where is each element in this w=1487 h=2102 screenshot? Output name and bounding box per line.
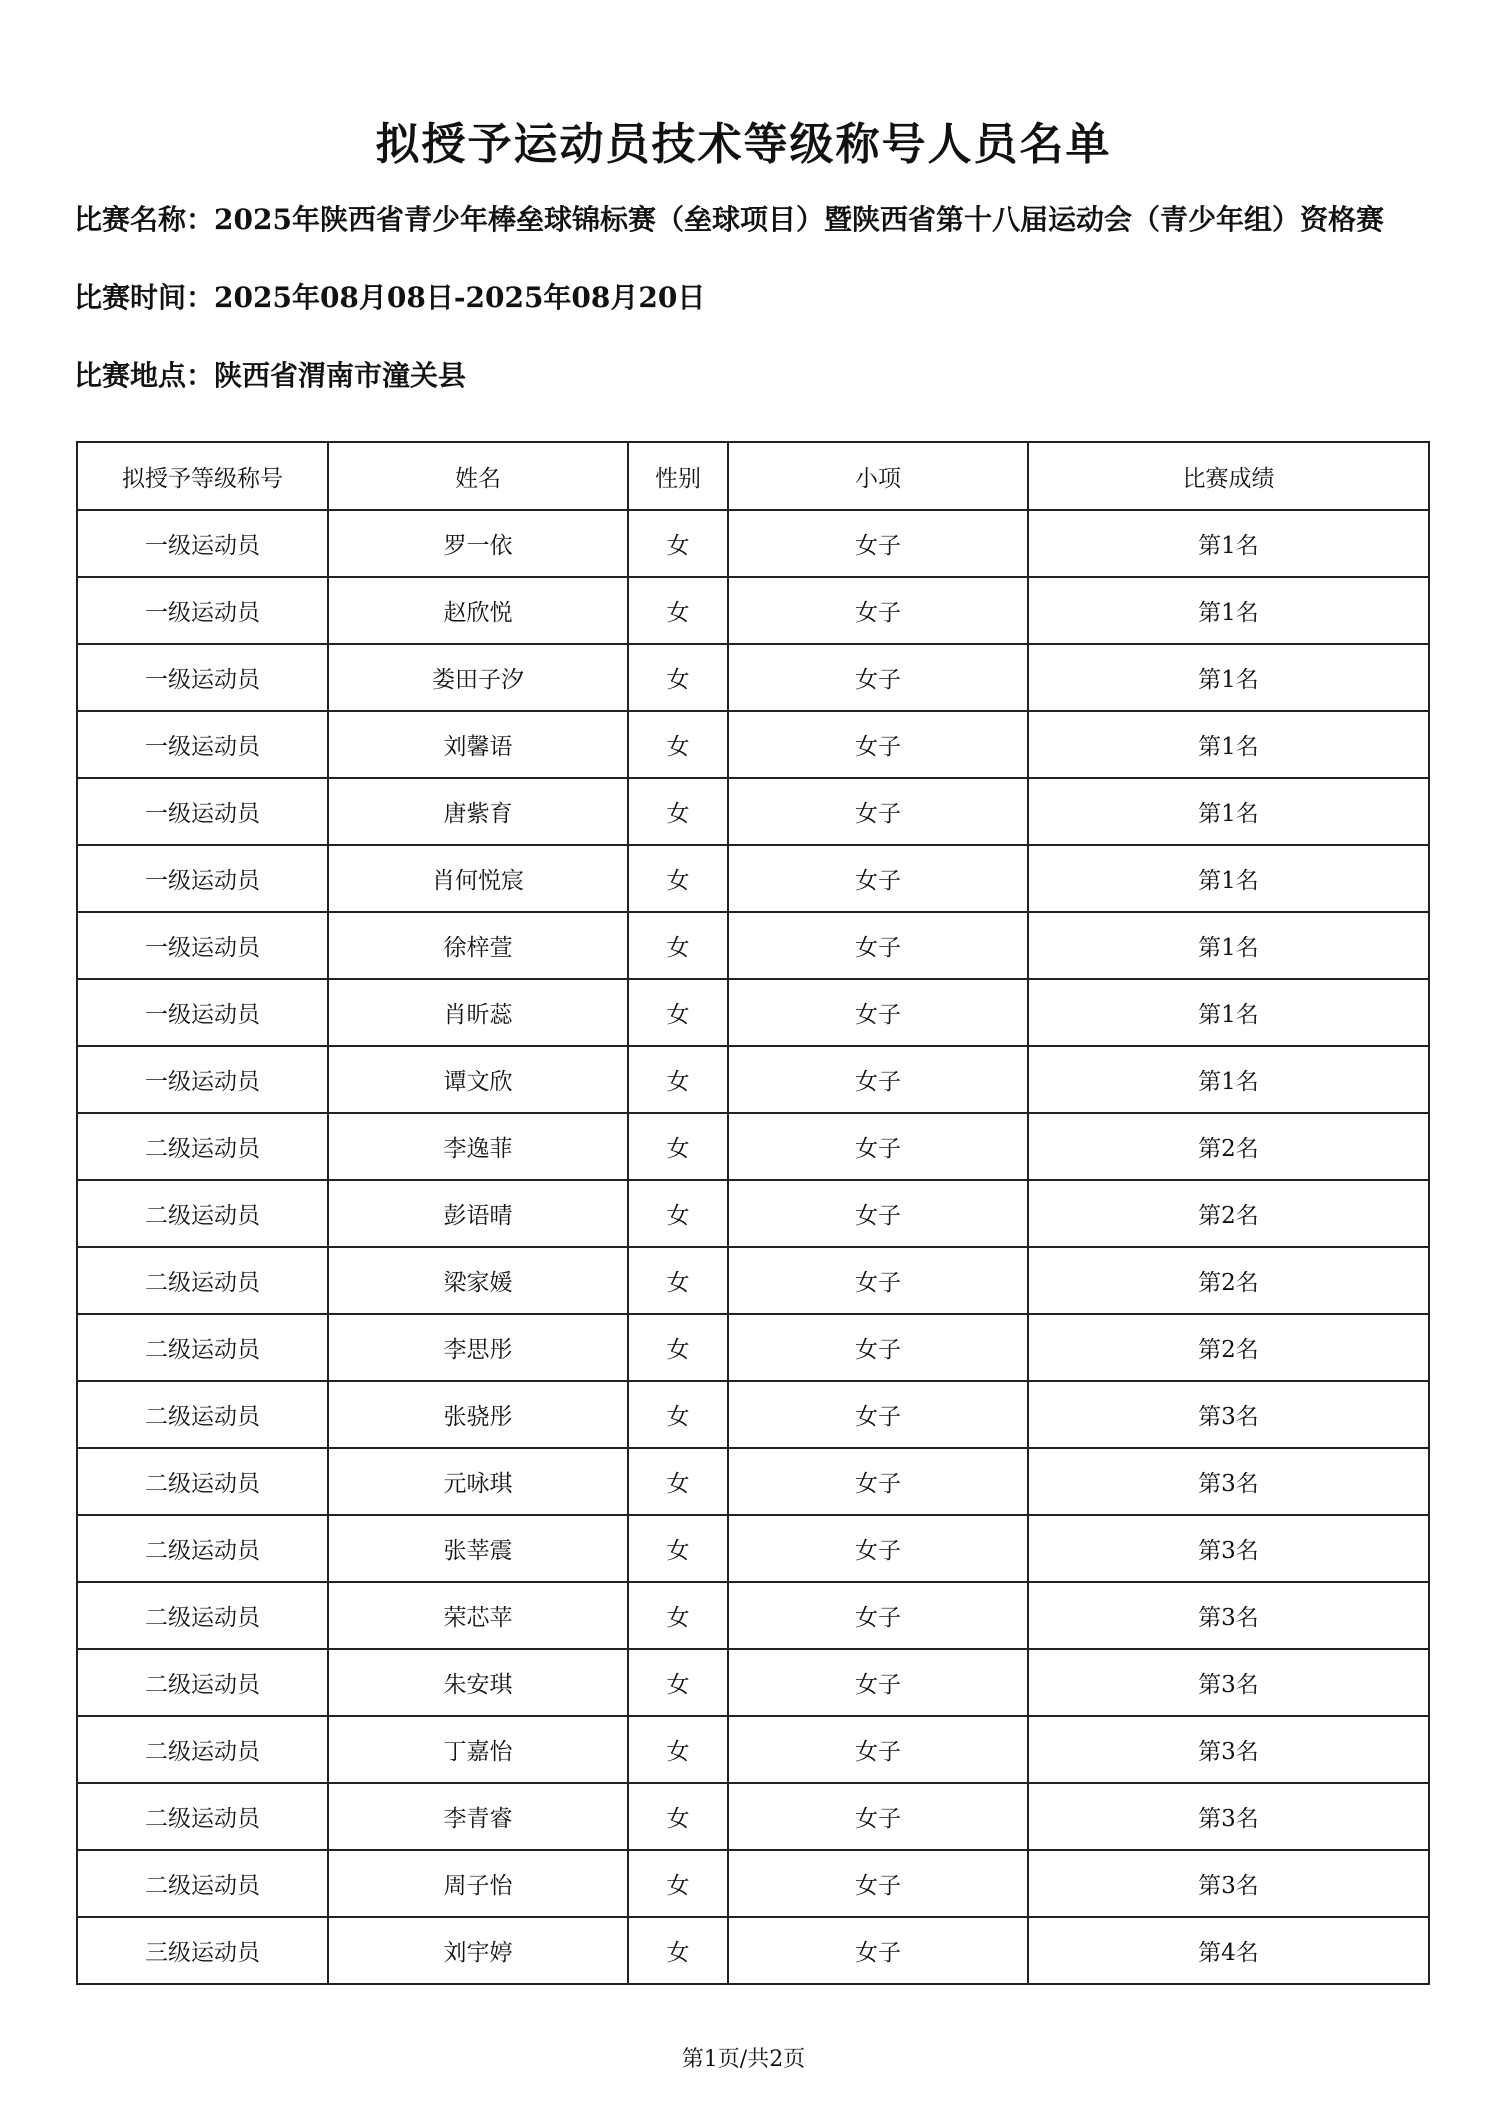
cell-event: 女子 — [728, 1180, 1028, 1247]
competition-name-value: 2025年陕西省青少年棒垒球锦标赛（垒球项目）暨陕西省第十八届运动会（青少年组）资格赛 — [214, 203, 1384, 236]
header-grade: 拟授予等级称号 — [77, 442, 328, 510]
cell-name: 朱安琪 — [328, 1649, 628, 1716]
cell-name: 张莘震 — [328, 1515, 628, 1582]
table-row — [77, 1381, 1429, 1448]
cell-gender: 女 — [628, 1649, 728, 1716]
cell-event: 女子 — [728, 644, 1028, 711]
cell-result: 第3名 — [1028, 1448, 1429, 1515]
cell-name: 徐梓萱 — [328, 912, 628, 979]
table-row — [77, 1046, 1429, 1113]
cell-grade: 二级运动员 — [77, 1783, 328, 1850]
header-name: 姓名 — [328, 442, 628, 510]
page-footer: 第1页/共2页 — [681, 2047, 806, 2072]
cell-grade: 一级运动员 — [77, 1046, 328, 1113]
competition-time — [74, 276, 705, 316]
cell-event: 女子 — [728, 1716, 1028, 1783]
cell-event: 女子 — [728, 1113, 1028, 1180]
table-row — [77, 1850, 1429, 1917]
cell-name: 刘宇婷 — [328, 1917, 628, 1984]
cell-result: 第3名 — [1028, 1783, 1429, 1850]
cell-gender: 女 — [628, 1180, 728, 1247]
cell-gender: 女 — [628, 979, 728, 1046]
cell-result: 第3名 — [1028, 1515, 1429, 1582]
cell-event: 女子 — [728, 510, 1028, 577]
cell-grade: 二级运动员 — [77, 1649, 328, 1716]
cell-result: 第2名 — [1028, 1314, 1429, 1381]
cell-name: 李青睿 — [328, 1783, 628, 1850]
table-row — [77, 778, 1429, 845]
cell-grade: 一级运动员 — [77, 711, 328, 778]
competition-name — [74, 198, 1384, 238]
cell-name: 荣芯苹 — [328, 1582, 628, 1649]
athlete-table — [76, 441, 1430, 1985]
cell-gender: 女 — [628, 1515, 728, 1582]
cell-result: 第1名 — [1028, 778, 1429, 845]
header-gender: 性别 — [628, 442, 728, 510]
cell-grade: 三级运动员 — [77, 1917, 328, 1984]
competition-time-value: 2025年08月08日-2025年08月20日 — [214, 281, 706, 314]
cell-gender: 女 — [628, 1046, 728, 1113]
cell-result: 第3名 — [1028, 1582, 1429, 1649]
cell-result: 第1名 — [1028, 979, 1429, 1046]
cell-name: 李逸菲 — [328, 1113, 628, 1180]
cell-gender: 女 — [628, 1917, 728, 1984]
cell-name: 周子怡 — [328, 1850, 628, 1917]
table-row — [77, 1113, 1429, 1180]
cell-event: 女子 — [728, 711, 1028, 778]
cell-gender: 女 — [628, 644, 728, 711]
cell-grade: 一级运动员 — [77, 644, 328, 711]
cell-event: 女子 — [728, 1917, 1028, 1984]
cell-grade: 一级运动员 — [77, 912, 328, 979]
cell-name: 李思彤 — [328, 1314, 628, 1381]
cell-gender: 女 — [628, 912, 728, 979]
cell-grade: 一级运动员 — [77, 577, 328, 644]
cell-event: 女子 — [728, 577, 1028, 644]
cell-event: 女子 — [728, 1247, 1028, 1314]
table-row — [77, 1582, 1429, 1649]
cell-result: 第1名 — [1028, 845, 1429, 912]
cell-gender: 女 — [628, 778, 728, 845]
cell-gender: 女 — [628, 1247, 728, 1314]
table-row — [77, 912, 1429, 979]
cell-grade: 二级运动员 — [77, 1180, 328, 1247]
cell-grade: 二级运动员 — [77, 1381, 328, 1448]
cell-gender: 女 — [628, 577, 728, 644]
cell-gender: 女 — [628, 1850, 728, 1917]
page-title: 拟授予运动员技术等级称号人员名单 — [375, 119, 1112, 170]
competition-place — [74, 354, 466, 394]
cell-event: 女子 — [728, 1381, 1028, 1448]
table-row — [77, 979, 1429, 1046]
cell-event: 女子 — [728, 1448, 1028, 1515]
cell-result: 第3名 — [1028, 1649, 1429, 1716]
header-event: 小项 — [728, 442, 1028, 510]
cell-event: 女子 — [728, 778, 1028, 845]
table-row — [77, 577, 1429, 644]
cell-grade: 二级运动员 — [77, 1113, 328, 1180]
cell-event: 女子 — [728, 979, 1028, 1046]
cell-result: 第2名 — [1028, 1180, 1429, 1247]
cell-name: 肖昕蕊 — [328, 979, 628, 1046]
cell-name: 娄田子汐 — [328, 644, 628, 711]
cell-result: 第1名 — [1028, 711, 1429, 778]
table-row — [77, 1314, 1429, 1381]
cell-gender: 女 — [628, 1716, 728, 1783]
table-row — [77, 644, 1429, 711]
cell-gender: 女 — [628, 1314, 728, 1381]
cell-gender: 女 — [628, 1448, 728, 1515]
cell-event: 女子 — [728, 1582, 1028, 1649]
table-row — [77, 845, 1429, 912]
cell-result: 第1名 — [1028, 644, 1429, 711]
cell-name: 刘馨语 — [328, 711, 628, 778]
cell-result: 第3名 — [1028, 1716, 1429, 1783]
cell-event: 女子 — [728, 1515, 1028, 1582]
cell-grade: 二级运动员 — [77, 1850, 328, 1917]
cell-name: 谭文欣 — [328, 1046, 628, 1113]
table-row — [77, 1515, 1429, 1582]
cell-name: 赵欣悦 — [328, 577, 628, 644]
cell-grade: 二级运动员 — [77, 1448, 328, 1515]
cell-event: 女子 — [728, 1850, 1028, 1917]
cell-grade: 二级运动员 — [77, 1314, 328, 1381]
competition-place-value: 陕西省渭南市潼关县 — [214, 359, 467, 392]
cell-name: 罗一依 — [328, 510, 628, 577]
cell-gender: 女 — [628, 711, 728, 778]
table-body — [77, 510, 1429, 1984]
cell-grade: 一级运动员 — [77, 510, 328, 577]
cell-result: 第2名 — [1028, 1247, 1429, 1314]
table-row — [77, 1783, 1429, 1850]
cell-grade: 二级运动员 — [77, 1247, 328, 1314]
table-row — [77, 1649, 1429, 1716]
cell-result: 第1名 — [1028, 1046, 1429, 1113]
cell-event: 女子 — [728, 1783, 1028, 1850]
cell-gender: 女 — [628, 1582, 728, 1649]
competition-place-label: 比赛地点： — [74, 359, 215, 392]
table-row — [77, 1448, 1429, 1515]
cell-name: 元咏琪 — [328, 1448, 628, 1515]
table-row — [77, 711, 1429, 778]
cell-result: 第3名 — [1028, 1381, 1429, 1448]
cell-result: 第4名 — [1028, 1917, 1429, 1984]
cell-gender: 女 — [628, 1113, 728, 1180]
table-row — [77, 510, 1429, 577]
cell-result: 第3名 — [1028, 1850, 1429, 1917]
table-row — [77, 1180, 1429, 1247]
cell-grade: 一级运动员 — [77, 979, 328, 1046]
cell-event: 女子 — [728, 912, 1028, 979]
cell-event: 女子 — [728, 1649, 1028, 1716]
cell-name: 梁家媛 — [328, 1247, 628, 1314]
cell-result: 第1名 — [1028, 510, 1429, 577]
cell-name: 张骁彤 — [328, 1381, 628, 1448]
cell-name: 肖何悦宸 — [328, 845, 628, 912]
cell-gender: 女 — [628, 1381, 728, 1448]
table-row — [77, 1716, 1429, 1783]
cell-name: 唐紫育 — [328, 778, 628, 845]
cell-grade: 一级运动员 — [77, 778, 328, 845]
header-result: 比赛成绩 — [1028, 442, 1429, 510]
cell-result: 第1名 — [1028, 577, 1429, 644]
cell-event: 女子 — [728, 1046, 1028, 1113]
table-row — [77, 1247, 1429, 1314]
table-row — [77, 1917, 1429, 1984]
cell-grade: 二级运动员 — [77, 1515, 328, 1582]
cell-event: 女子 — [728, 1314, 1028, 1381]
cell-grade: 二级运动员 — [77, 1582, 328, 1649]
cell-grade: 二级运动员 — [77, 1716, 328, 1783]
competition-time-label: 比赛时间： — [74, 281, 215, 314]
competition-name-label: 比赛名称： — [74, 203, 215, 236]
table-header-row — [77, 442, 1429, 510]
cell-result: 第1名 — [1028, 912, 1429, 979]
cell-result: 第2名 — [1028, 1113, 1429, 1180]
cell-gender: 女 — [628, 845, 728, 912]
cell-name: 彭语晴 — [328, 1180, 628, 1247]
cell-name: 丁嘉怡 — [328, 1716, 628, 1783]
cell-event: 女子 — [728, 845, 1028, 912]
cell-gender: 女 — [628, 1783, 728, 1850]
cell-gender: 女 — [628, 510, 728, 577]
cell-grade: 一级运动员 — [77, 845, 328, 912]
